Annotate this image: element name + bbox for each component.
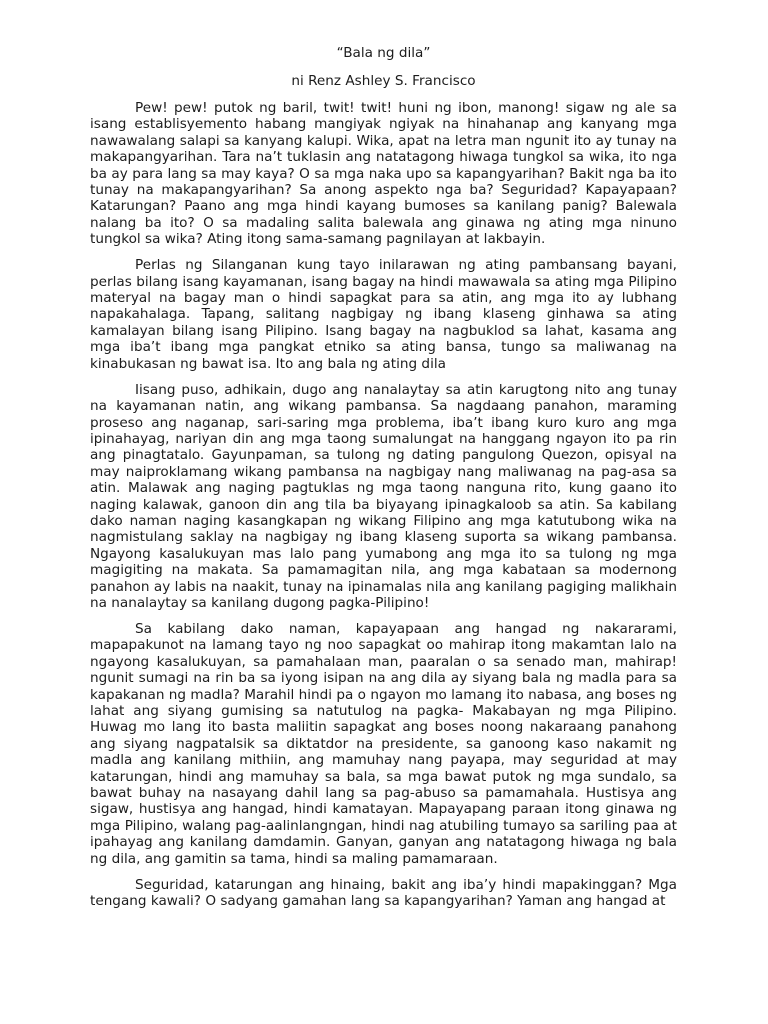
paragraph-4: Sa kabilang dako naman, kapayapaan ang hangad ng nakararami, mapapakunot na lamang tayo ng noo sapagkat oo mahirap itong makamtan lalo na ngayong kasalukuyan, sa pamahalaan man, paaralan o sa senado man, mahirap! ngunit sumagi na rin ba sa iyong isipan na ang dila ay siyang bala ng madla para sa kapakanan ng madla? Marahil hindi pa o ngayon mo lamang ito nabasa, ang boses ng lahat ang siyang gumising sa natutulog na pagka- Makabayan ng mga Pilipino. Huwag mo lang ito basta maliitin sapagkat ang boses noong nakaraang panahong ang siyang nagpatalsik sa diktatdor na presidente, sa ganoong kaso nakamit ng madla ang kanilang mithiin, ang mamuhay nang payapa, may seguridad at may katarungan, hindi ang mamuhay sa bala, sa mga bawat putok ng mga sundalo, sa bawat buhay na nasayang dahil lang sa pag-abuso sa pamamahala. Hustisya ang sigaw, hustisya ang hangad, hindi kamatayan. Mapayapang paraan itong ginawa ng mga Pilipino, walang pag-aalinlangngan, hindi nag atubiling tumayo sa sariling paa at ipahayag ang kanilang damdamin. Ganyan, ganyan ang natatagong hiwaga ng bala ng dila, ang gamitin sa tama, hindi sa maling pamamaraan. <box>90 620 677 867</box>
paragraph-2: Perlas ng Silanganan kung tayo inilarawan ng ating pambansang bayani, perlas bilang isang kayamanan, isang bagay na hindi mawawala sa ating mga Pilipino materyal na bagay man o hindi sapagkat para sa atin, ang mga ito ay lubhang napakahalaga. Tapang, salitang nagbigay ng ibang klaseng ginhawa sa ating kamalayan bilang isang Pilipino. Isang bagay na nagbuklod sa lahat, kasama ang mga iba’t ibang mga pangkat etniko sa ating bansa, tungo sa maliwanag na kinabukasan ng bawat isa. Ito ang bala ng ating dila <box>90 257 677 372</box>
author-byline: ni Renz Ashley S. Francisco <box>291 73 476 89</box>
paragraph-3: Iisang puso, adhikain, dugo ang nanalaytay sa atin karugtong nito ang tunay na kayamanan natin, ang wikang pambansa. Sa nagdaang panahon, maraming proseso ang naganap, sari-saring mga problema, iba’t ibang kuro kuro ang mga ipinahayag, nariyan din ang mga taong sumalungat na hanggang ngayon ito pa rin ang pinagtatalo. Gayunpaman, sa tulong ng dating pangulong Quezon, opisyal na may naiproklamang wikang pambansa na nagbigay nang maliwanag na pag-asa sa atin. Malawak ang naging pagtuklas ng mga taong nanguna rito, kung gaano ito naging kalawak, ganoon din ang tila ba biyayang ipinagkaloob sa atin. Sa kabilang dako naman naging kasangkapan ng wikang Filipino ang mga katutubong wika na nagmistulang saklay na nagbigay ng ibang klaseng suporta sa wikang pambansa. Ngayong kasalukuyan mas lalo pang yumabong ang mga ito sa tulong ng mga magigiting na makata. Sa pamamagitan nila, ang mga kabataan sa modernong panahon ay labis na naakit, tunay na ipinamalas nila ang kanilang pagiging malikhain na nanalaytay sa kanilang dugong pagka-Pilipino! <box>90 381 677 611</box>
document-page <box>90 44 677 909</box>
paragraph-5: Seguridad, katarungan ang hinaing, bakit ang iba’y hindi mapakinggan? Mga tengang kawali? O sadyang gamahan lang sa kapangyarihan? Yaman ang hangad at <box>90 876 677 910</box>
paragraph-1: Pew! pew! putok ng baril, twit! twit! huni ng ibon, manong! sigaw ng ale sa isang establisyemento habang mangiyak ngiyak na hinahanap ang kanyang mga nawawalang salapi sa kanyang kalupi. Wika, apat na letra man ngunit ito ay tunay na makapangyarihan. Tara na’t tuklasin ang natatagong hiwaga tungkol sa wika, ito nga ba ay para lang sa may kaya? O sa mga naka upo sa kapangyarihan? Bakit nga ba ito tunay na makapangyarihan? Sa anong aspekto nga ba? Seguridad? Kapayapaan? Katarungan? Paano ang mga hindi kayang bumoses sa kanilang panig? Balewala nalang ba ito? O sa madaling salita balewala ang ginawa ng ating mga ninuno tungkol sa wika? Ating itong sama-samang pagnilayan at lakbayin. <box>90 100 677 248</box>
document-title: “Bala ng dila” <box>336 45 431 61</box>
